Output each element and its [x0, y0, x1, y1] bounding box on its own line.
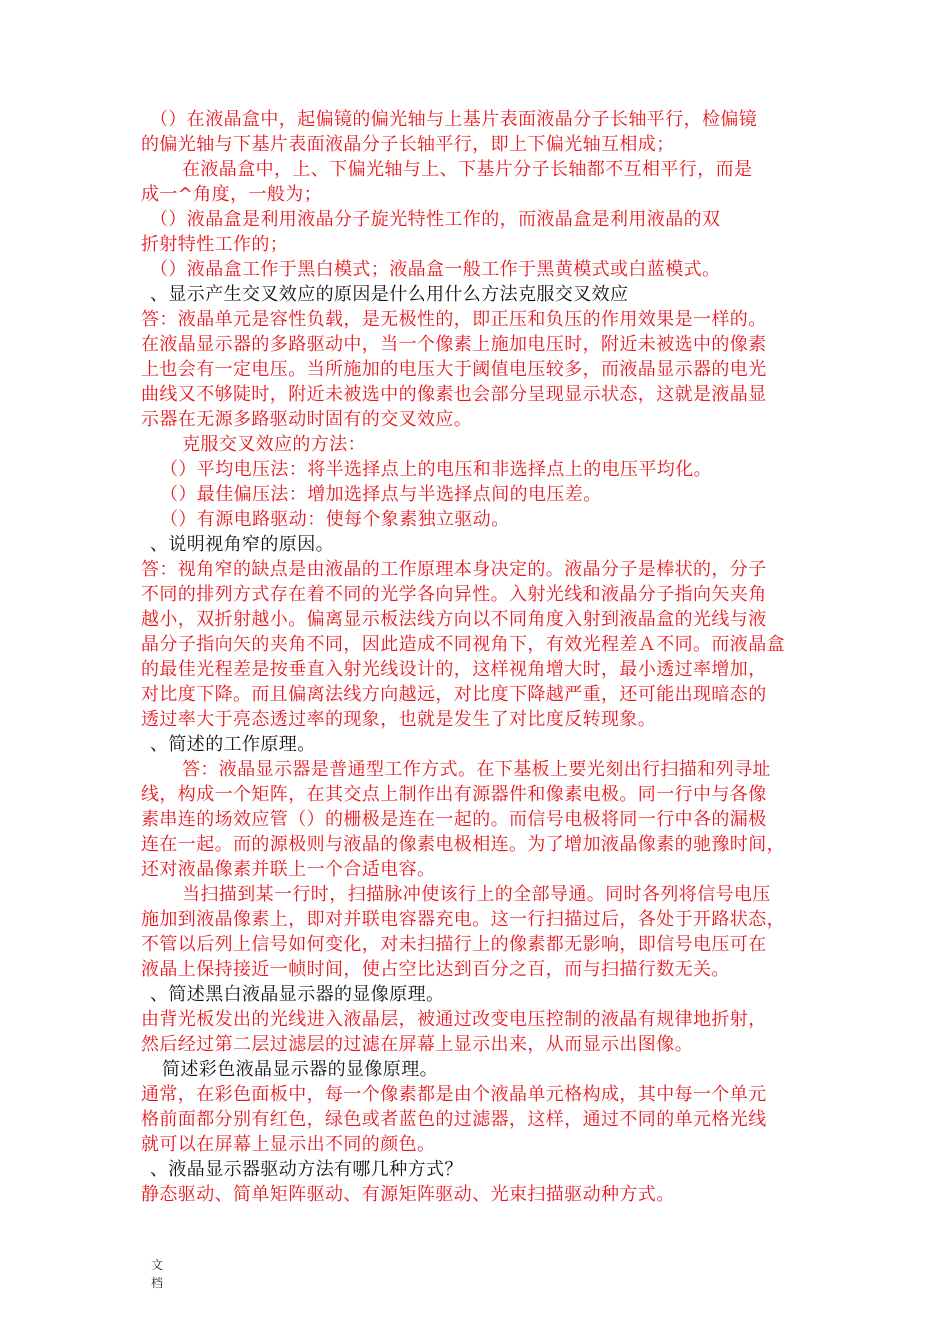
text-line: （）液晶盒是利用液晶分子旋光特性工作的，而液晶盒是利用液晶的双	[150, 209, 721, 230]
text-line: 越小，双折射越小。偏离显示板法线方向以不同角度入射到液晶盒的光线与液	[141, 609, 767, 630]
question-heading: 、显示产生交叉效应的原因是什么用什么方法克服交叉效应	[150, 284, 629, 305]
text-line: 通常，在彩色面板中，每一个像素都是由个液晶单元格构成，其中每一个单元	[141, 1084, 767, 1105]
text-line: 素串连的场效应管（）的栅极是连在一起的。而信号电极将同一行中各的漏极	[141, 809, 767, 830]
question-heading: 、液晶显示器驱动方法有哪几种方式？	[150, 1159, 463, 1180]
text-line: 透过率大于亮态透过率的现象，也就是发生了对比度反转现象。	[141, 709, 657, 730]
text-line: 施加到液晶像素上，即对并联电容器充电。这一行扫描过后，各处于开路状态，	[141, 909, 785, 930]
text-line: 不管以后列上信号如何变化，对未扫描行上的像素都无影响，即信号电压可在	[141, 934, 767, 955]
text-line: 的最佳光程差是按垂直入射光线设计的，这样视角增大时，最小透过率增加，	[141, 659, 767, 680]
footer-char: 档	[150, 1276, 163, 1290]
text-line: 示器在无源多路驱动时固有的交叉效应。	[141, 409, 473, 430]
text-line: 由背光板发出的光线进入液晶层，被通过改变电压控制的液晶有规律地折射，	[141, 1009, 767, 1030]
text-line: 然后经过第二层过滤层的过滤在屏幕上显示出来，从而显示出图像。	[141, 1034, 693, 1055]
text-line: 答：液晶显示器是普通型工作方式。在下基板上要光刻出行扫描和列寻址	[182, 759, 771, 780]
text-line: 在液晶显示器的多路驱动中，当一个像素上施加电压时，附近未被选中的像素	[141, 334, 767, 355]
text-line: 上也会有一定电压。当所施加的电压大于阈值电压较多，而液晶显示器的电光	[141, 359, 767, 380]
text-line: 连在一起。而的源极则与液晶的像素电极相连。为了增加液晶像素的驰豫时间，	[141, 834, 785, 855]
text-line: 曲线又不够陡时，附近未被选中的像素也会部分呈现显示状态，这就是液晶显	[141, 384, 767, 405]
footer-char: 文	[150, 1258, 163, 1272]
page-footer	[150, 1256, 164, 1292]
text-line: 线，构成一个矩阵，在其交点上制作出有源器件和像素电极。同一行中与各像	[141, 784, 767, 805]
question-heading: 、说明视角窄的原因。	[150, 534, 334, 555]
text-line: 在液晶盒中，上、下偏光轴与上、下基片分子长轴都不互相平行，而是	[182, 159, 753, 180]
text-line: （）最佳偏压法：增加选择点与半选择点间的电压差。	[160, 484, 602, 505]
question-heading: 、简述的工作原理。	[150, 734, 316, 755]
text-line: 静态驱动、简单矩阵驱动、有源矩阵驱动、光束扫描驱动种方式。	[141, 1184, 675, 1205]
text-line: 晶分子指向矢的夹角不同，因此造成不同视角下，有效光程差Ａ不同。而液晶盒	[141, 634, 785, 655]
text-line: 格前面都分别有红色，绿色或者蓝色的过滤器，这样，通过不同的单元格光线	[141, 1109, 767, 1130]
text-line: 还对液晶像素并联上一个合适电容。	[141, 859, 436, 880]
text-line: 答：液晶单元是容性负载，是无极性的，即正压和负压的作用效果是一样的。	[141, 309, 767, 330]
text-line: 对比度下降。而且偏离法线方向越远，对比度下降越严重，还可能出现暗态的	[141, 684, 767, 705]
text-line: （）平均电压法：将半选择点上的电压和非选择点上的电压平均化。	[160, 459, 712, 480]
text-line: （）有源电路驱动：使每个象素独立驱动。	[160, 509, 510, 530]
text-line: 就可以在屏幕上显示出不同的颜色。	[141, 1134, 436, 1155]
text-line: 折射特性工作的；	[141, 234, 289, 255]
text-line: 答：视角窄的缺点是由液晶的工作原理本身决定的。液晶分子是棒状的，分子	[141, 559, 767, 580]
text-line: 成一^角度，一般为；	[141, 184, 323, 205]
text-line: 当扫描到某一行时，扫描脉冲使该行上的全部导通。同时各列将信号电压	[182, 884, 771, 905]
question-heading: 简述彩色液晶显示器的显像原理。	[162, 1059, 438, 1080]
text-line: （）液晶盒工作于黑白模式；液晶盒一般工作于黑黄模式或白蓝模式。	[150, 259, 721, 280]
text-line: 克服交叉效应的方法：	[182, 434, 366, 455]
text-line: 液晶上保持接近一帧时间，使占空比达到百分之百，而与扫描行数无关。	[141, 959, 730, 980]
question-heading: 、简述黑白液晶显示器的显像原理。	[150, 984, 445, 1005]
text-line: （）在液晶盒中，起偏镜的偏光轴与上基片表面液晶分子长轴平行，检偏镜	[150, 109, 758, 130]
text-line: 不同的排列方式存在着不同的光学各向异性。入射光线和液晶分子指向矢夹角	[141, 584, 767, 605]
text-line: 的偏光轴与下基片表面液晶分子长轴平行，即上下偏光轴互相成；	[141, 134, 675, 155]
